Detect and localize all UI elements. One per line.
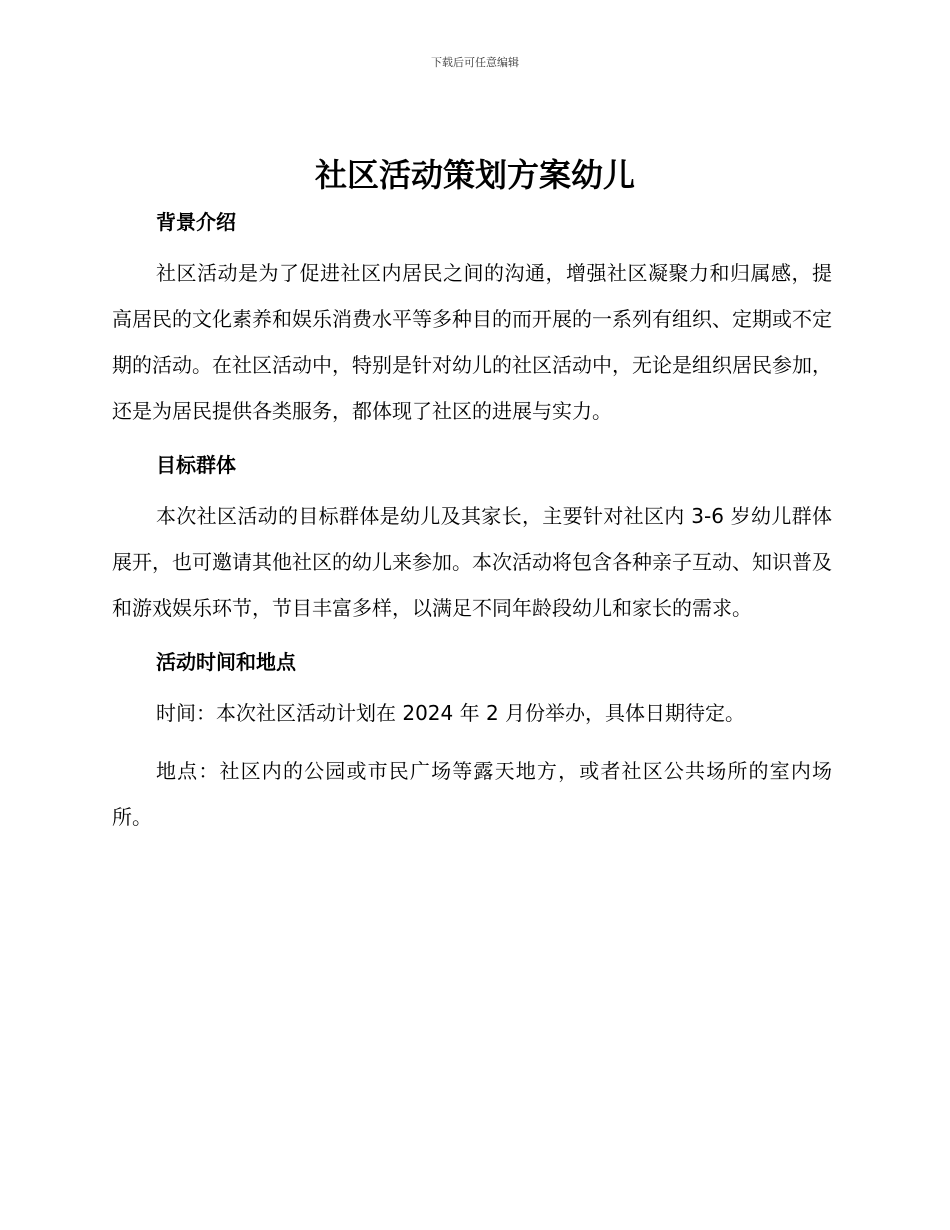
section-heading-background: 背景介绍 [156, 210, 236, 234]
paragraph-time: 时间：本次社区活动计划在 2024 年 2 月份举办，具体日期待定。 [156, 701, 746, 725]
section-heading-target-group: 目标群体 [156, 453, 236, 477]
document-title: 社区活动策划方案幼儿 [314, 156, 635, 194]
paragraph-target-group: 本次社区活动的目标群体是幼儿及其家长，主要针对社区内 3-6 岁幼儿群体展开，也可邀请其他社区的幼儿来参加。本次活动将包含各种亲子互动、知识普及和游戏娱乐环节，节目丰富多样，以满足不同年龄段幼儿和家长的需求。 [112, 504, 832, 620]
paragraph-location: 地点：社区内的公园或市民广场等露天地方，或者社区公共场所的室内场所。 [112, 759, 832, 829]
paragraph-background: 社区活动是为了促进社区内居民之间的沟通，增强社区凝聚力和归属感，提高居民的文化素养和娱乐消费水平等多种目的而开展的一系列有组织、定期或不定期的活动。在社区活动中，特别是针对幼儿的社区活动中，无论是组织居民参加，还是为居民提供各类服务，都体现了社区的进展与实力。 [112, 261, 832, 423]
header-note: 下载后可任意编辑 [431, 56, 519, 69]
document-body [112, 205, 832, 840]
section-heading-time-location: 活动时间和地点 [156, 650, 296, 674]
